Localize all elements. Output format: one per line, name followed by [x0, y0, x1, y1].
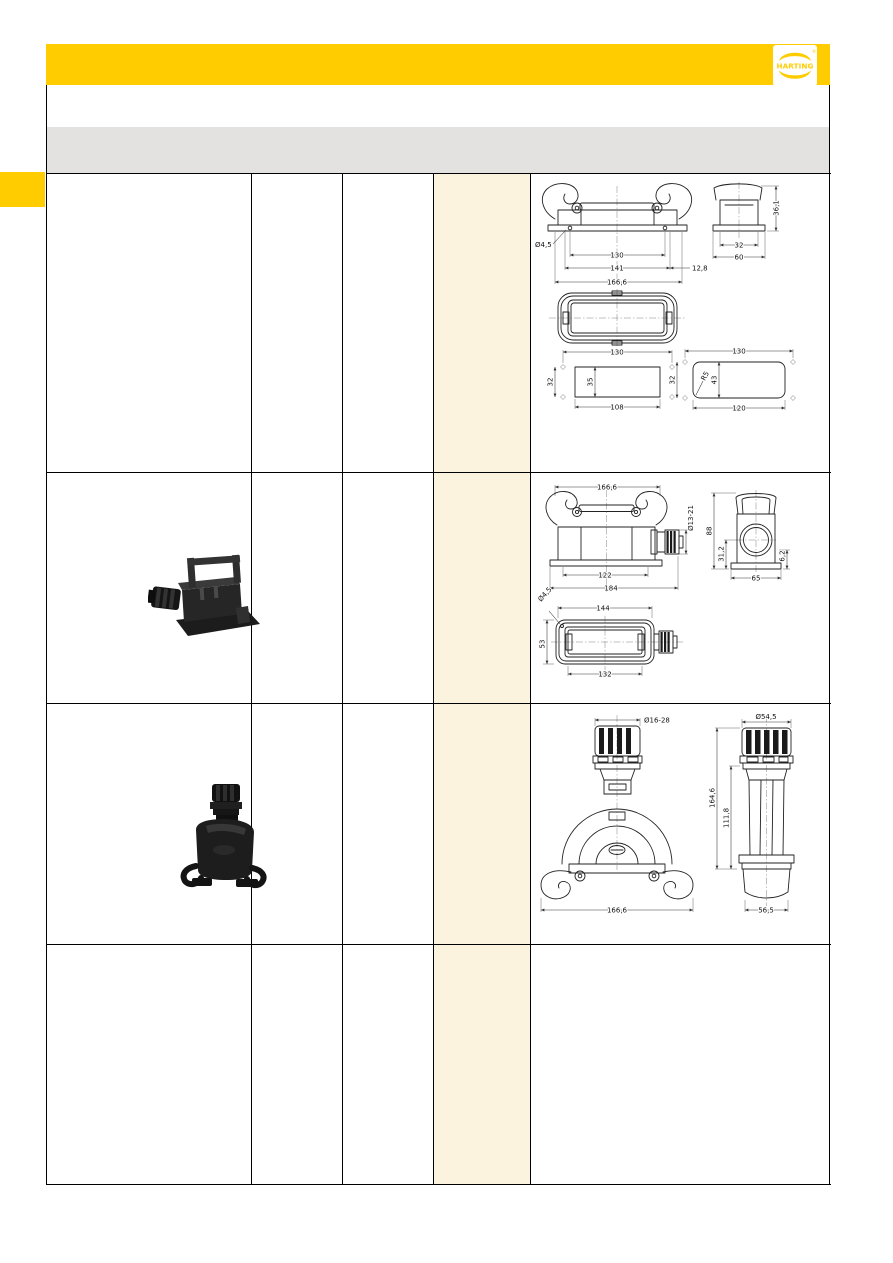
dim-label: 32 [668, 375, 677, 385]
dim-label: 6,2 [778, 550, 787, 562]
dim-label: 108 [610, 403, 624, 412]
page-tab-marker [0, 172, 45, 207]
dim-label: Ø54,5 [755, 713, 777, 721]
dim-label: 88 [705, 526, 714, 536]
dim-label: 12,8 [692, 264, 708, 273]
table-col-line-2 [342, 173, 343, 1185]
dim-label: 60 [734, 253, 744, 262]
dim-label: 166,6 [596, 483, 618, 492]
dim-label: 56,5 [758, 906, 774, 915]
drawing2-top-view [537, 586, 685, 679]
table-row-line-4 [46, 1184, 831, 1185]
dim-label: Ø13-21 [687, 505, 695, 531]
logo-wordmark: HARTING [776, 61, 814, 71]
highlight-column [433, 173, 530, 1184]
dim-label: R5 [699, 370, 711, 383]
dim-label: 130 [732, 347, 746, 356]
drawing1-top-view [549, 289, 685, 347]
technical-drawing-row2 [533, 478, 803, 693]
technical-drawing-row3 [533, 710, 803, 925]
dim-label: 122 [598, 571, 612, 580]
dim-label: 43 [710, 375, 719, 385]
drawing1-cutout-right [669, 348, 796, 413]
dim-label: 65 [751, 574, 761, 583]
dim-label: 166,6 [606, 906, 628, 915]
dim-label: Ø16-28 [644, 716, 670, 725]
harting-logo-mark [773, 45, 817, 86]
dim-label: Ø4,5 [536, 585, 554, 604]
drawing2-side-view [706, 490, 791, 583]
dim-label: 184 [604, 584, 618, 593]
drawing3-front-view [541, 715, 693, 915]
drawing1-cutout-left [547, 349, 675, 412]
drawing1-side-view [713, 182, 781, 262]
table-row-line-1 [46, 472, 831, 473]
dim-label: 144 [596, 604, 610, 613]
product-photo-top-entry-hood [178, 778, 268, 890]
technical-drawing-row1 [533, 178, 828, 433]
dim-label: 36,1 [772, 200, 781, 216]
dim-label: 132 [598, 670, 612, 679]
logo-lens-top [779, 53, 811, 61]
dim-label: 120 [732, 404, 746, 413]
header-band [46, 44, 830, 85]
dim-label: 164,6 [708, 787, 717, 809]
dim-label: Ø4,5 [535, 241, 552, 249]
table-row-line-2 [46, 703, 831, 704]
locking-lever [541, 871, 585, 899]
drawing2-front-view [546, 484, 695, 593]
logo-registered-mark: ® [812, 49, 816, 54]
dim-label: 141 [610, 264, 624, 273]
dim-label: 35 [586, 377, 595, 387]
dim-label: 166,6 [606, 278, 628, 287]
dim-label: 53 [538, 639, 547, 649]
locking-lever [542, 184, 582, 219]
dim-label: 32 [546, 377, 555, 387]
table-header-band [46, 127, 830, 173]
dim-label: 32 [734, 241, 744, 250]
table-col-line-3 [433, 173, 434, 1185]
table-row-line-3 [46, 944, 831, 945]
table-border-left [46, 85, 47, 1185]
harting-logo [773, 45, 817, 86]
table-col-line-1 [251, 173, 252, 1185]
logo-lens-bottom [779, 71, 811, 79]
dim-label: 130 [610, 348, 624, 357]
drawing1-front-view [535, 184, 708, 287]
table-col-line-4 [530, 173, 531, 1185]
dim-label: 130 [610, 251, 624, 260]
table-border-right [829, 85, 830, 1185]
locking-lever [546, 491, 581, 525]
product-photo-side-entry-housing [148, 548, 263, 648]
dim-label: 31,2 [717, 546, 726, 562]
table-row-line-0 [46, 173, 831, 174]
drawing3-side-view [709, 713, 795, 915]
dim-label: 111,8 [722, 807, 731, 829]
